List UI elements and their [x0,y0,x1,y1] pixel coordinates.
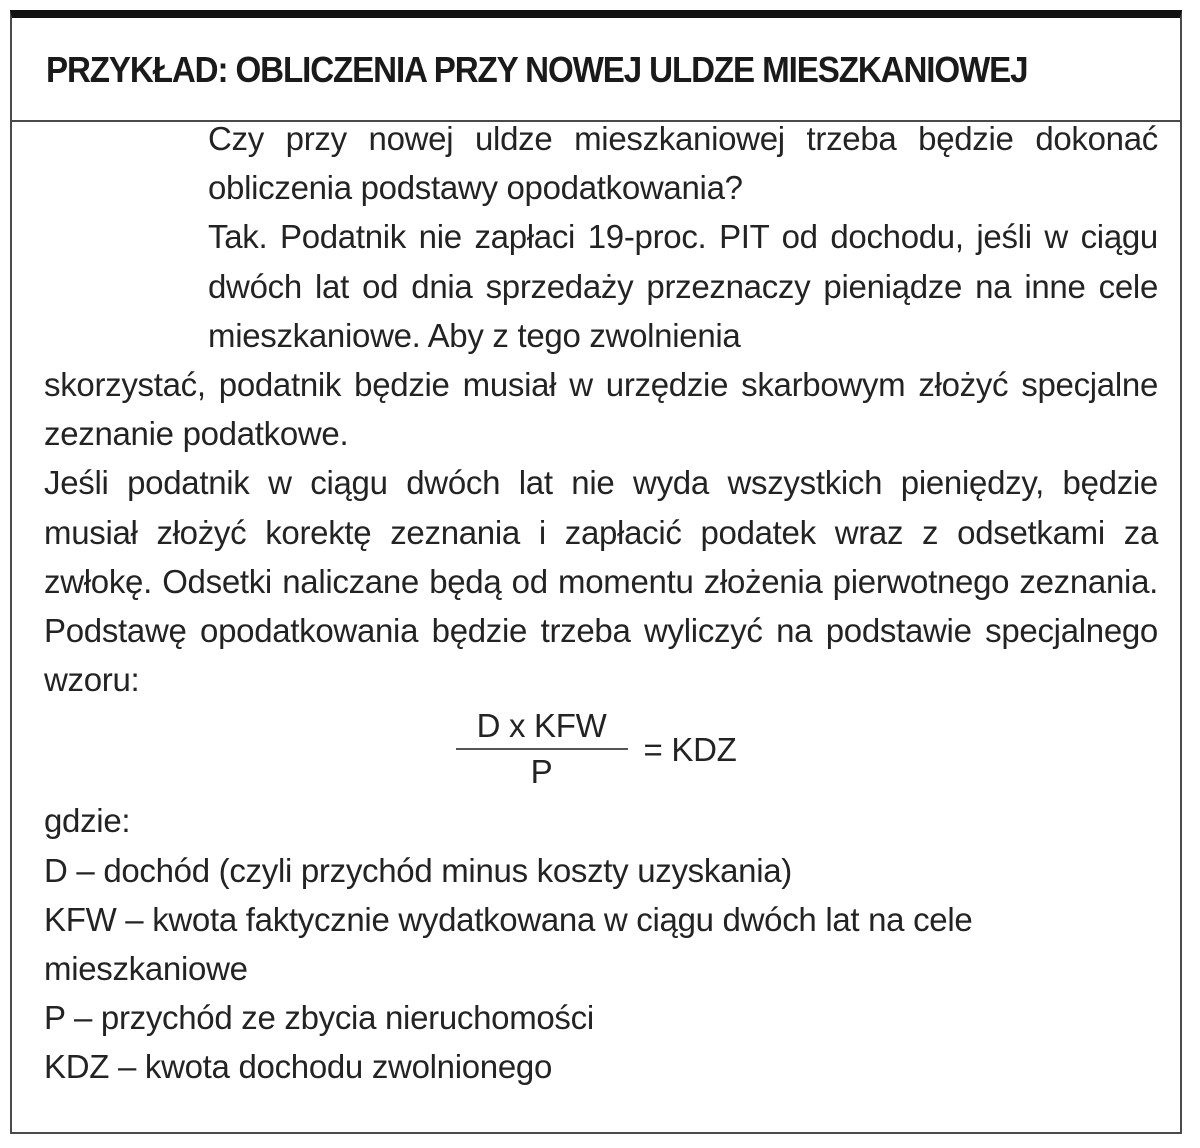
definitions-list [44,796,1158,1091]
answer-text-indented: Tak. Podatnik nie zapłaci 19-proc. PIT od dochodu, jeśli w ciągu dwóch lat od dnia sprzedaży przeznaczy pieniądze na inne cele mieszkaniowe. Aby z tego zwolnienia [208,218,1158,354]
box-header [12,18,1180,122]
definition-item: P – przychód ze zbycia nieruchomości [44,999,594,1037]
definition-item: KDZ – kwota dochodu zwolnionego [44,1048,553,1086]
formula-numerator: D x KFW [476,707,607,745]
formula-result: = KDZ [643,731,737,769]
answer-text-continued: skorzystać, podatnik będzie musiał w urzędzie skarbowym złożyć specjalne zeznanie podatkowe. [44,366,1158,453]
formula [34,704,1158,796]
formula-denominator: P [530,753,553,791]
box-content [44,114,1158,1092]
definition-item: KFW – kwota faktycznie wydatkowana w ciągu dwóch lat na cele mieszkaniowe [44,900,973,988]
box-title: PRZYKŁAD: OBLICZENIA PRZY NOWEJ ULDZE MIESZKANIOWEJ [46,49,1028,90]
formula-fraction [456,706,628,794]
answer-text-second: Jeśli podatnik w ciągu dwóch lat nie wyda wszystkich pieniędzy, będzie musiał złożyć korektę zeznania i zapłacić podatek wraz z odsetkami za zwłokę. Odsetki naliczane będą od momentu złożenia pierwotnego zeznania. Podstawę opodatkowania będzie trzeba wyliczyć na podstawie specjalnego wzoru: [44,464,1158,699]
definitions-intro: gdzie: [44,802,131,840]
definition-item: D – dochód (czyli przychód minus koszty uzyskania) [44,851,792,889]
question-text: Czy przy nowej uldze mieszkaniowej trzeba będzie dokonać obliczenia podstawy opodatkowania? [208,120,1158,207]
